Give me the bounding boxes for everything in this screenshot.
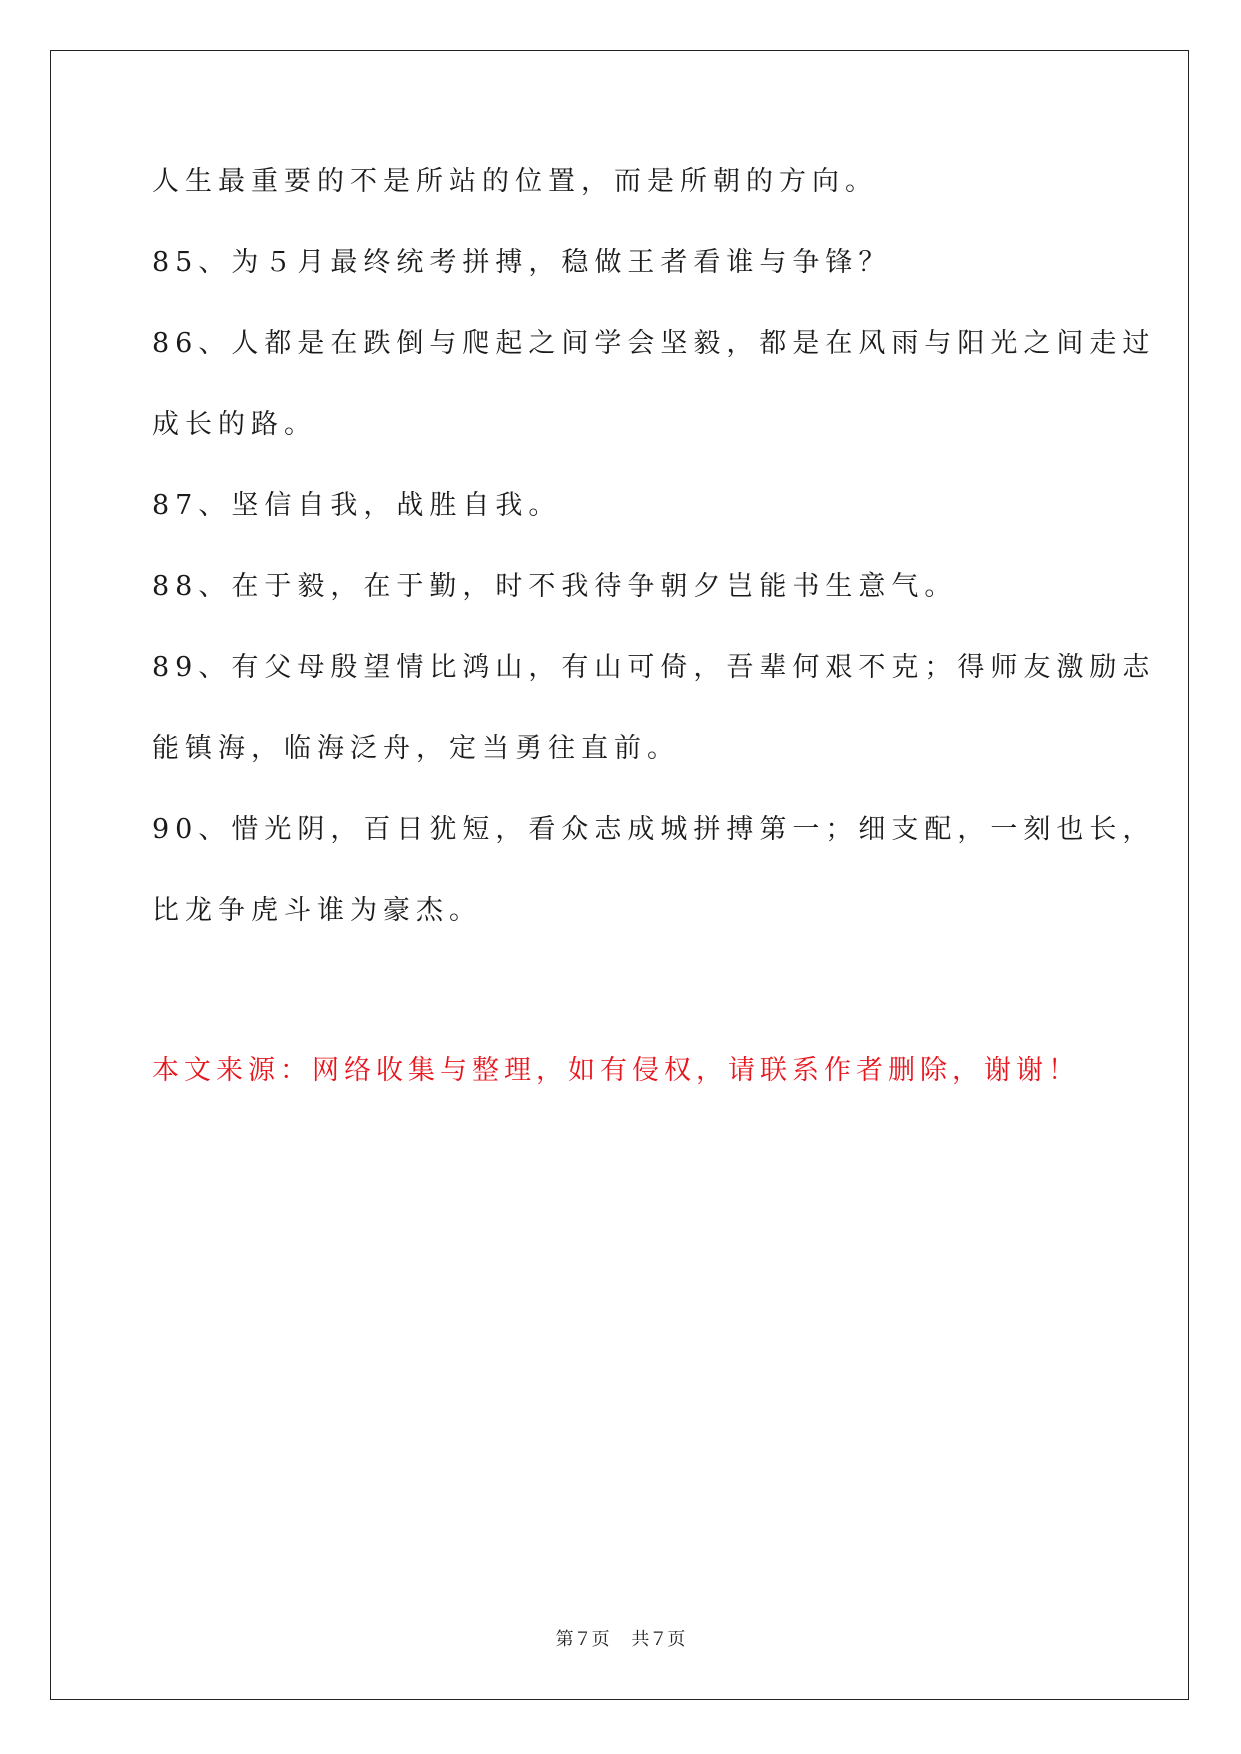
body-line: 成长的路。 xyxy=(152,409,317,440)
body-line: 88、在于毅，在于勤，时不我待争朝夕岂能书生意气。 xyxy=(152,571,958,602)
body-line: 85、为５月最终统考拼搏，稳做王者看谁与争锋？ xyxy=(152,247,892,278)
body-line: 86、人都是在跌倒与爬起之间学会坚毅，都是在风雨与阳光之间走过 xyxy=(152,328,1156,359)
body-line: 比龙争虎斗谁为豪杰。 xyxy=(152,895,482,926)
page-number-total: 共７页 xyxy=(631,1629,686,1650)
body-line: 89、有父母殷望情比鸿山，有山可倚，吾辈何艰不克；得师友激励志 xyxy=(152,652,1156,683)
body-line: 能镇海，临海泛舟，定当勇往直前。 xyxy=(152,733,680,764)
document-body xyxy=(152,165,1156,951)
body-line: 90、惜光阴，百日犹短，看众志成城拼搏第一；细支配，一刻也长， xyxy=(152,814,1156,845)
page-footer xyxy=(0,1625,1241,1651)
body-line: 87、坚信自我，战胜自我。 xyxy=(152,490,562,521)
source-note: 本文来源：网络收集与整理，如有侵权，请联系作者删除，谢谢！ xyxy=(152,1055,1080,1086)
page-number-current: 第７页 xyxy=(555,1629,610,1650)
body-line: 人生最重要的不是所站的位置，而是所朝的方向。 xyxy=(152,166,878,197)
